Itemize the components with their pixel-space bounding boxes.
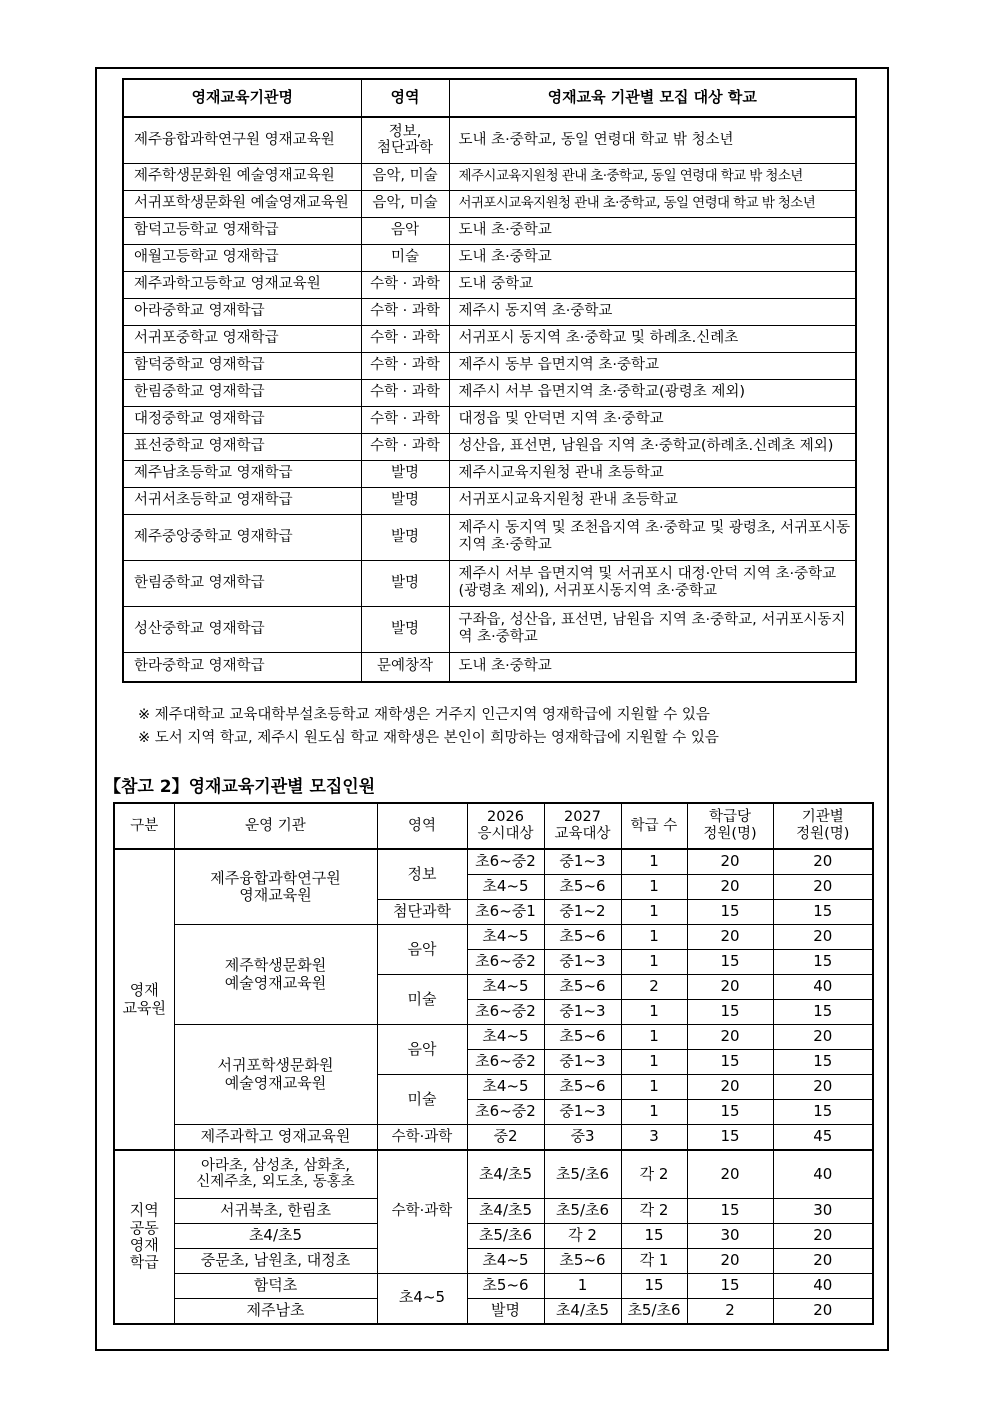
category-cell: 영재 교육원 bbox=[114, 849, 174, 1150]
institution-cell: 한림중학교 영재학급 bbox=[123, 379, 361, 406]
institution-cell: 표선중학교 영재학급 bbox=[123, 433, 361, 460]
area-cell: 수학 · 과학 bbox=[361, 406, 449, 433]
cell: 초5~6 bbox=[544, 1075, 621, 1100]
cell: 20 bbox=[687, 1248, 773, 1273]
school-cell: 아라초, 삼성초, 삼화초, 신제주초, 외도초, 동홍초 bbox=[174, 1150, 377, 1198]
cell: 초6~중2 bbox=[467, 950, 544, 975]
cell: 20 bbox=[687, 975, 773, 1000]
cell: 15 bbox=[687, 1198, 773, 1223]
header-target-schools: 영재교육 기관별 모집 대상 학교 bbox=[449, 79, 856, 117]
cell: 1 bbox=[621, 1100, 687, 1125]
header-institution-capacity: 기관별 정원(명) bbox=[773, 803, 873, 849]
school-cell: 제주남초 bbox=[174, 1298, 377, 1324]
area-cell: 문예창작 bbox=[361, 652, 449, 682]
cell: 15 bbox=[687, 1125, 773, 1151]
table-row bbox=[114, 1248, 873, 1273]
table-row bbox=[123, 117, 856, 163]
institution-cell: 함덕고등학교 영재학급 bbox=[123, 217, 361, 244]
cell: 초4/초5 bbox=[467, 1198, 544, 1223]
cell: 1 bbox=[621, 1050, 687, 1075]
cell: 30 bbox=[687, 1223, 773, 1248]
header-category: 구분 bbox=[114, 803, 174, 849]
table-row bbox=[123, 163, 856, 190]
cell: 초4~5 bbox=[467, 925, 544, 950]
area-cell: 음악, 미술 bbox=[361, 190, 449, 217]
institution-cell: 제주남초등학교 영재학급 bbox=[123, 460, 361, 487]
institution-cell: 제주융합과학연구원 영재교육원 bbox=[123, 117, 361, 163]
cell: 20 bbox=[773, 1223, 873, 1248]
table-row bbox=[123, 406, 856, 433]
cell: 초6~중2 bbox=[467, 1050, 544, 1075]
institution-cell: 한라중학교 영재학급 bbox=[123, 652, 361, 682]
cell: 2 bbox=[687, 1298, 773, 1324]
cell: 초5/초6 bbox=[544, 1150, 621, 1198]
cell: 3 bbox=[621, 1125, 687, 1151]
header-area: 영역 bbox=[361, 79, 449, 117]
institution-cell: 제주과학고등학교 영재교육원 bbox=[123, 271, 361, 298]
target-cell: 도내 중학교 bbox=[449, 271, 856, 298]
cell: 초6~중2 bbox=[467, 1000, 544, 1025]
notes bbox=[138, 704, 719, 750]
cell: 40 bbox=[773, 975, 873, 1000]
target-cell: 대정읍 및 안덕면 지역 초·중학교 bbox=[449, 406, 856, 433]
cell: 초5~6 bbox=[544, 875, 621, 900]
table-header-row bbox=[114, 803, 873, 849]
target-cell: 도내 초·중학교 bbox=[449, 217, 856, 244]
table-row bbox=[123, 606, 856, 652]
table-row bbox=[123, 190, 856, 217]
area-cell: 수학 · 과학 bbox=[361, 298, 449, 325]
cell: 중2 bbox=[467, 1125, 544, 1151]
header-institution: 영재교육기관명 bbox=[123, 79, 361, 117]
area-cell: 수학 · 과학 bbox=[361, 352, 449, 379]
table-row bbox=[123, 217, 856, 244]
area-cell: 첨단과학 bbox=[377, 900, 467, 925]
target-cell: 도내 초·중학교, 동일 연령대 학교 밖 청소년 bbox=[449, 117, 856, 163]
cell: 15 bbox=[687, 1100, 773, 1125]
cell: 1 bbox=[621, 875, 687, 900]
cell: 초5/초6 bbox=[544, 1198, 621, 1223]
operator-cell: 서귀포학생문화원 예술영재교육원 bbox=[174, 1025, 377, 1125]
cell: 1 bbox=[621, 900, 687, 925]
cell: 중1~2 bbox=[544, 900, 621, 925]
cell: 초5~6 bbox=[544, 1248, 621, 1273]
cell: 15 bbox=[621, 1273, 687, 1298]
area-cell: 수학·과학 bbox=[377, 1150, 467, 1273]
institution-cell: 한림중학교 영재학급 bbox=[123, 560, 361, 606]
target-cell: 서귀포시 동지역 초·중학교 및 하례초.신례초 bbox=[449, 325, 856, 352]
cell: 20 bbox=[687, 1075, 773, 1100]
cell: 20 bbox=[773, 1075, 873, 1100]
cell: 30 bbox=[773, 1198, 873, 1223]
institution-cell: 제주중앙중학교 영재학급 bbox=[123, 514, 361, 560]
table-row bbox=[123, 244, 856, 271]
table-row bbox=[114, 1150, 873, 1198]
cell: 각 2 bbox=[621, 1198, 687, 1223]
cell: 20 bbox=[773, 1248, 873, 1273]
cell: 초4~5 bbox=[467, 1025, 544, 1050]
area-cell: 발명 bbox=[361, 487, 449, 514]
cell: 15 bbox=[687, 1050, 773, 1075]
area-cell: 발명 bbox=[361, 560, 449, 606]
table-row bbox=[123, 271, 856, 298]
area-cell: 미술 bbox=[361, 244, 449, 271]
cell: 초4/초5 bbox=[544, 1298, 621, 1324]
table-row bbox=[114, 1223, 873, 1248]
area-cell: 초4~5 bbox=[377, 1273, 467, 1324]
cell: 초4~5 bbox=[467, 1248, 544, 1273]
cell: 15 bbox=[621, 1223, 687, 1248]
cell: 15 bbox=[773, 1050, 873, 1075]
note-line: ※ 도서 지역 학교, 제주시 원도심 학교 재학생은 본인이 희망하는 영재학급에 지원할 수 있음 bbox=[138, 730, 719, 746]
cell: 초5~6 bbox=[467, 1273, 544, 1298]
cell: 각 1 bbox=[621, 1248, 687, 1273]
table-row bbox=[114, 1273, 873, 1298]
recruitment-table bbox=[113, 802, 874, 1325]
table-row bbox=[123, 514, 856, 560]
header-class-count: 학급 수 bbox=[621, 803, 687, 849]
cell: 발명 bbox=[467, 1298, 544, 1324]
table-row bbox=[123, 560, 856, 606]
cell: 15 bbox=[687, 1273, 773, 1298]
operator-cell: 제주융합과학연구원 영재교육원 bbox=[174, 849, 377, 925]
cell: 중1~3 bbox=[544, 950, 621, 975]
cell: 20 bbox=[773, 1025, 873, 1050]
table-row bbox=[114, 1198, 873, 1223]
cell: 초4/초5 bbox=[467, 1150, 544, 1198]
cell: 15 bbox=[773, 1100, 873, 1125]
target-cell: 제주시 동부 읍면지역 초·중학교 bbox=[449, 352, 856, 379]
target-cell: 서귀포시교육지원청 관내 초등학교 bbox=[449, 487, 856, 514]
cell: 1 bbox=[621, 1075, 687, 1100]
table-row bbox=[123, 298, 856, 325]
school-cell: 서귀북초, 한림초 bbox=[174, 1198, 377, 1223]
institution-cell: 서귀서초등학교 영재학급 bbox=[123, 487, 361, 514]
institution-cell: 서귀포학생문화원 예술영재교육원 bbox=[123, 190, 361, 217]
area-cell: 음악 bbox=[377, 1025, 467, 1075]
cell: 15 bbox=[773, 1000, 873, 1025]
cell: 중1~3 bbox=[544, 1050, 621, 1075]
cell: 20 bbox=[773, 1298, 873, 1324]
table-row bbox=[123, 652, 856, 682]
cell: 20 bbox=[687, 1150, 773, 1198]
cell: 1 bbox=[621, 925, 687, 950]
cell: 1 bbox=[621, 1025, 687, 1050]
table-row bbox=[114, 1298, 873, 1324]
cell: 중3 bbox=[544, 1125, 621, 1151]
cell: 초6~중1 bbox=[467, 900, 544, 925]
area-cell: 발명 bbox=[361, 606, 449, 652]
target-cell: 제주시 서부 읍면지역 및 서귀포시 대정·안덕 지역 초·중학교(광령초 제외), 서귀포시동지역 초·중학교 bbox=[449, 560, 856, 606]
target-cell: 서귀포시교육지원청 관내 초·중학교, 동일 연령대 학교 밖 청소년 bbox=[449, 190, 856, 217]
table-row bbox=[123, 379, 856, 406]
cell: 20 bbox=[687, 875, 773, 900]
institution-cell: 애월고등학교 영재학급 bbox=[123, 244, 361, 271]
table-row bbox=[114, 1125, 873, 1151]
area-cell: 발명 bbox=[361, 514, 449, 560]
institution-cell: 제주학생문화원 예술영재교육원 bbox=[123, 163, 361, 190]
cell: 초5~6 bbox=[544, 975, 621, 1000]
table-row bbox=[114, 849, 873, 875]
cell: 20 bbox=[687, 1025, 773, 1050]
cell: 초5~6 bbox=[544, 925, 621, 950]
area-cell: 정보, 첨단과학 bbox=[361, 117, 449, 163]
cell: 각 2 bbox=[621, 1150, 687, 1198]
header-area: 영역 bbox=[377, 803, 467, 849]
cell: 20 bbox=[773, 849, 873, 875]
cell: 20 bbox=[687, 849, 773, 875]
institution-cell: 함덕중학교 영재학급 bbox=[123, 352, 361, 379]
table-row bbox=[114, 925, 873, 950]
target-cell: 제주시 동지역 초·중학교 bbox=[449, 298, 856, 325]
cell: 15 bbox=[773, 900, 873, 925]
cell: 40 bbox=[773, 1273, 873, 1298]
cell: 중1~3 bbox=[544, 849, 621, 875]
cell: 1 bbox=[621, 849, 687, 875]
header-operator: 운영 기관 bbox=[174, 803, 377, 849]
cell: 15 bbox=[773, 950, 873, 975]
operator-cell: 제주학생문화원 예술영재교육원 bbox=[174, 925, 377, 1025]
target-cell: 구좌읍, 성산읍, 표선면, 남원읍 지역 초·중학교, 서귀포시동지역 초·중학교 bbox=[449, 606, 856, 652]
area-cell: 음악 bbox=[361, 217, 449, 244]
area-cell: 미술 bbox=[377, 975, 467, 1025]
table-row bbox=[123, 460, 856, 487]
cell: 2 bbox=[621, 975, 687, 1000]
area-cell: 음악, 미술 bbox=[361, 163, 449, 190]
cell: 20 bbox=[687, 925, 773, 950]
table-row bbox=[123, 487, 856, 514]
target-cell: 제주시교육지원청 관내 초·중학교, 동일 연령대 학교 밖 청소년 bbox=[449, 163, 856, 190]
cell: 15 bbox=[687, 950, 773, 975]
cell: 초6~중2 bbox=[467, 1100, 544, 1125]
table-row bbox=[123, 352, 856, 379]
cell: 초5~6 bbox=[544, 1025, 621, 1050]
header-per-class-capacity: 학급당 정원(명) bbox=[687, 803, 773, 849]
cell: 15 bbox=[687, 1000, 773, 1025]
area-cell: 정보 bbox=[377, 849, 467, 900]
area-cell: 수학·과학 bbox=[377, 1125, 467, 1151]
area-cell: 수학 · 과학 bbox=[361, 325, 449, 352]
target-cell: 제주시 서부 읍면지역 초·중학교(광령초 제외) bbox=[449, 379, 856, 406]
school-cell: 초4/초5 bbox=[174, 1223, 377, 1248]
school-cell: 함덕초 bbox=[174, 1273, 377, 1298]
table-row bbox=[114, 1025, 873, 1050]
area-cell: 발명 bbox=[361, 460, 449, 487]
cell: 중1~3 bbox=[544, 1000, 621, 1025]
cell: 20 bbox=[773, 875, 873, 900]
cell: 1 bbox=[621, 1000, 687, 1025]
cell: 초6~중2 bbox=[467, 849, 544, 875]
cell: 각 2 bbox=[544, 1223, 621, 1248]
area-cell: 수학 · 과학 bbox=[361, 379, 449, 406]
cell: 초4~5 bbox=[467, 1075, 544, 1100]
target-cell: 제주시교육지원청 관내 초등학교 bbox=[449, 460, 856, 487]
cell: 초5/초6 bbox=[467, 1223, 544, 1248]
institution-cell: 성산중학교 영재학급 bbox=[123, 606, 361, 652]
table-row bbox=[123, 325, 856, 352]
institution-cell: 아라중학교 영재학급 bbox=[123, 298, 361, 325]
area-cell: 수학 · 과학 bbox=[361, 433, 449, 460]
cell: 초4~5 bbox=[467, 875, 544, 900]
table-row bbox=[123, 433, 856, 460]
header-2027-students: 2027 교육대상 bbox=[544, 803, 621, 849]
target-cell: 도내 초·중학교 bbox=[449, 652, 856, 682]
target-cell: 제주시 동지역 및 조천읍지역 초·중학교 및 광령초, 서귀포시동지역 초·중학교 bbox=[449, 514, 856, 560]
cell: 15 bbox=[687, 900, 773, 925]
category-cell: 지역 공동 영재 학급 bbox=[114, 1150, 174, 1324]
institution-target-table bbox=[122, 78, 857, 683]
cell: 초4~5 bbox=[467, 975, 544, 1000]
operator-cell: 제주과학고 영재교육원 bbox=[174, 1125, 377, 1151]
cell: 40 bbox=[773, 1150, 873, 1198]
school-cell: 중문초, 남원초, 대정초 bbox=[174, 1248, 377, 1273]
table-header-row bbox=[123, 79, 856, 117]
target-cell: 성산읍, 표선면, 남원읍 지역 초·중학교(하례초.신례초 제외) bbox=[449, 433, 856, 460]
cell: 초5/초6 bbox=[621, 1298, 687, 1324]
area-cell: 미술 bbox=[377, 1075, 467, 1125]
institution-cell: 대정중학교 영재학급 bbox=[123, 406, 361, 433]
section-heading: 【참고 2】영재교육기관별 모집인원 bbox=[104, 777, 376, 797]
header-2026-applicants: 2026 응시대상 bbox=[467, 803, 544, 849]
area-cell: 음악 bbox=[377, 925, 467, 975]
area-cell: 수학 · 과학 bbox=[361, 271, 449, 298]
cell: 45 bbox=[773, 1125, 873, 1151]
cell: 1 bbox=[544, 1273, 621, 1298]
institution-cell: 서귀포중학교 영재학급 bbox=[123, 325, 361, 352]
target-cell: 도내 초·중학교 bbox=[449, 244, 856, 271]
cell: 20 bbox=[773, 925, 873, 950]
note-line: ※ 제주대학교 교육대학부설초등학교 재학생은 거주지 인근지역 영재학급에 지원할 수 있음 bbox=[138, 707, 710, 723]
cell: 중1~3 bbox=[544, 1100, 621, 1125]
cell: 1 bbox=[621, 950, 687, 975]
